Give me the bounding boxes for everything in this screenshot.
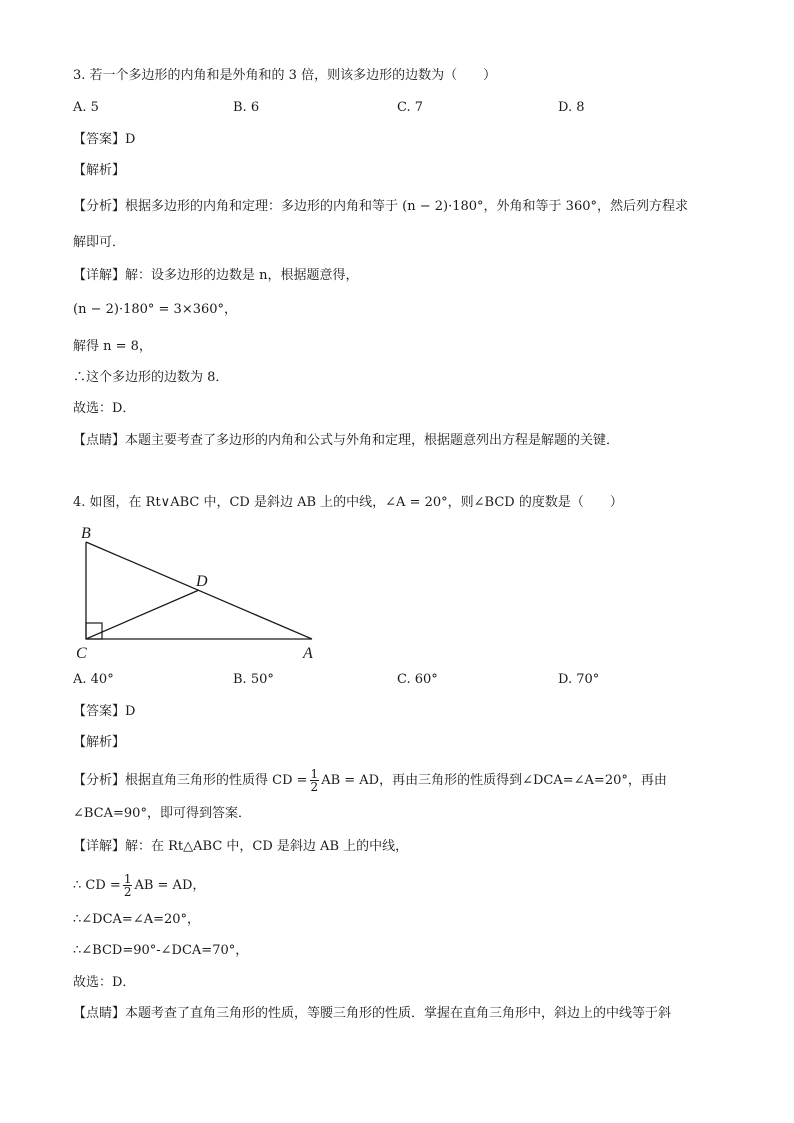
fenxi-text-post: AB = AD，再由三角形的性质得到∠DCA=∠A=20°，再由 bbox=[321, 773, 667, 788]
q4-fenxi-line1 bbox=[73, 768, 667, 793]
q3-stem: 3. 若一个多边形的内角和是外角和的 3 倍，则该多边形的边数为（ ） bbox=[73, 68, 497, 83]
q4-choose: 故选：D． bbox=[73, 975, 136, 990]
q4-analysis-tag bbox=[73, 734, 125, 752]
q4-fenxi-line2: ∠BCA=90°，即可得到答案． bbox=[73, 806, 251, 821]
dianjing-tag: 【点睛】 bbox=[73, 1006, 126, 1021]
analysis-tag: 【解析】 bbox=[73, 163, 126, 178]
q3-xiangjie-line1 bbox=[73, 267, 359, 285]
analysis-tag: 【解析】 bbox=[73, 735, 126, 750]
dianjing-text: 本题主要考查了多边形的内角和公式与外角和定理，根据题意列出方程是解题的关键． bbox=[125, 433, 620, 448]
xiangjie-tag: 【详解】 bbox=[73, 839, 126, 854]
fraction-numerator: 1 bbox=[310, 767, 319, 781]
fraction-denominator: 2 bbox=[123, 885, 132, 899]
q3-option-b: B. 6 bbox=[233, 100, 260, 115]
fenxi-tag: 【分析】 bbox=[73, 773, 126, 788]
q3-fenxi-line1 bbox=[73, 198, 688, 216]
fraction-one-half bbox=[123, 873, 133, 898]
q4-stem: 4. 如图，在 Rt∨ABC 中，CD 是斜边 AB 上的中线，∠A = 20°，则∠BCD 的度数是（ ） bbox=[73, 495, 623, 510]
label-d: D bbox=[196, 573, 208, 590]
q3-fenxi-line2: 解即可． bbox=[73, 235, 126, 250]
fenxi-tag: 【分析】 bbox=[73, 199, 126, 214]
q3-conclusion: ∴这个多边形的边数为 8． bbox=[73, 370, 229, 385]
q4-xiangjie-line1 bbox=[73, 838, 408, 856]
dianjing-tag: 【点睛】 bbox=[73, 433, 126, 448]
fenxi-text-pre: 根据直角三角形的性质得 CD = bbox=[125, 773, 308, 788]
q3-option-c: C. 7 bbox=[397, 100, 424, 115]
q4-option-c: C. 60° bbox=[397, 672, 438, 687]
segment-cd bbox=[86, 590, 199, 639]
dianjing-text: 本题考查了直角三角形的性质，等腰三角形的性质．掌握在直角三角形中，斜边上的中线等于斜 bbox=[125, 1006, 672, 1021]
label-b: B bbox=[81, 525, 91, 542]
fraction-numerator: 1 bbox=[123, 872, 132, 886]
q3-option-d: D. 8 bbox=[558, 100, 585, 115]
fraction-denominator: 2 bbox=[310, 780, 319, 794]
label-c: C bbox=[76, 645, 87, 662]
q3-dianjing bbox=[73, 432, 619, 450]
q3-choose: 故选：D． bbox=[73, 401, 136, 416]
q4-angle-result: ∴∠BCD=90°-∠DCA=70°， bbox=[73, 943, 249, 958]
q4-option-a: A. 40° bbox=[73, 672, 114, 687]
q4-answer-line bbox=[73, 703, 135, 721]
q4-option-d: D. 70° bbox=[558, 672, 600, 687]
answer-value: D bbox=[125, 132, 136, 147]
q3-solve: 解得 n = 8， bbox=[73, 339, 152, 354]
q4-option-b: B. 50° bbox=[233, 672, 274, 687]
label-a: A bbox=[303, 645, 313, 662]
answer-tag: 【答案】 bbox=[73, 704, 126, 719]
q3-equation: (n − 2)·180° = 3×360°， bbox=[73, 302, 238, 317]
fraction-one-half bbox=[310, 768, 320, 793]
q3-analysis-tag bbox=[73, 162, 125, 180]
answer-value: D bbox=[125, 704, 136, 719]
fenxi-text: 根据多边形的内角和定理：多边形的内角和等于 (n − 2)·180°，外角和等于 360°，然后列方程求 bbox=[125, 199, 688, 214]
q3-option-a: A. 5 bbox=[73, 100, 99, 115]
xiangjie-text: 解：在 Rt△ABC 中，CD 是斜边 AB 上的中线， bbox=[125, 839, 409, 854]
equation-pre: ∴ CD = bbox=[73, 878, 121, 893]
right-angle-mark bbox=[86, 623, 102, 639]
answer-tag: 【答案】 bbox=[73, 132, 126, 147]
q4-equation bbox=[73, 873, 205, 898]
q4-angle-equality: ∴∠DCA=∠A=20°， bbox=[73, 912, 201, 927]
xiangjie-text: 解：设多边形的边数是 n，根据题意得， bbox=[125, 268, 359, 283]
q3-answer-line bbox=[73, 131, 135, 149]
triangle-figure bbox=[70, 520, 330, 665]
xiangjie-tag: 【详解】 bbox=[73, 268, 126, 283]
equation-post: AB = AD， bbox=[134, 878, 206, 893]
q4-dianjing bbox=[73, 1005, 671, 1023]
